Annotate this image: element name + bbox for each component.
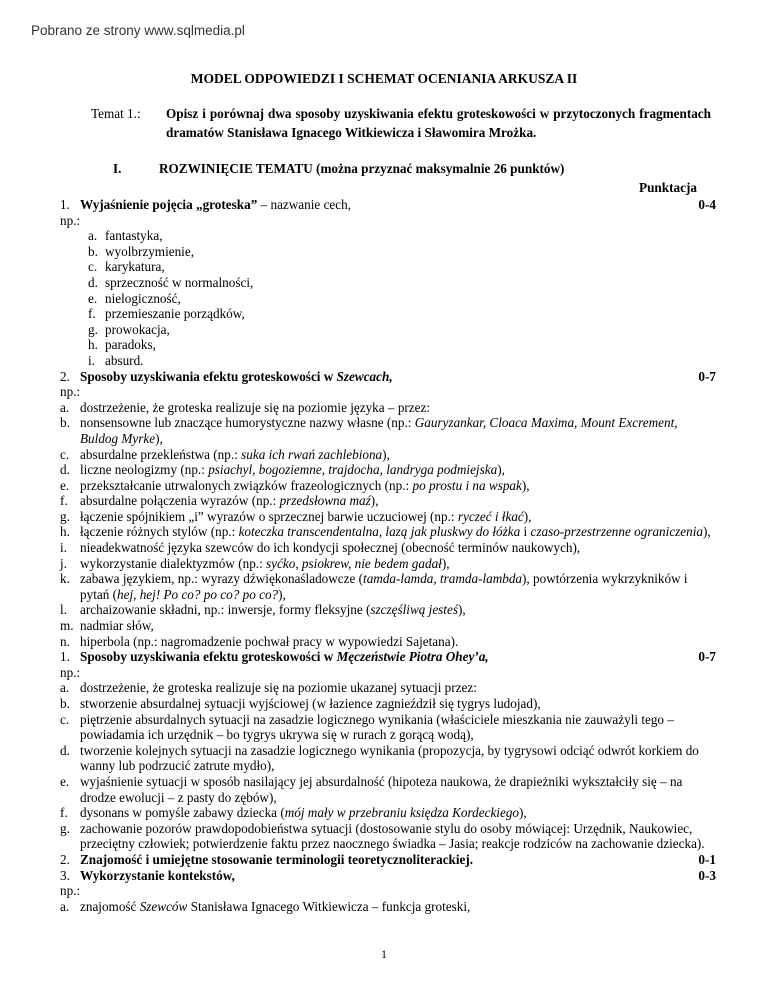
text-segment: hiperbola (np.: nagromadzenie pochwał pracy w wypowiedzi Sajetana).	[80, 633, 459, 649]
list-marker: f.	[60, 805, 68, 821]
question-title: Znajomość i umiejętne stosowanie terminologii teoretycznoliterackiej.	[80, 851, 474, 867]
question-1	[60, 197, 716, 213]
text-segment: wykorzystanie dialektyzmów (np.:	[80, 555, 267, 571]
text-segment: wyjaśnienie sytuacji w sposób nasilający jej absurdalność (hipoteza naukowa, że drapieżniki wykształciły się – na drodze ewolucji – z pasty do zębów),	[80, 773, 683, 805]
list-marker: g.	[60, 820, 70, 836]
list-marker: a.	[60, 898, 70, 914]
text-segment: nadmiar słów,	[80, 618, 154, 634]
list-text	[80, 400, 716, 416]
np-label: np.:	[60, 212, 81, 228]
list-item	[60, 571, 716, 602]
list-text: sprzeczność w normalności,	[105, 274, 254, 290]
list-marker: b.	[88, 243, 98, 259]
text-italic: Szewców	[139, 898, 188, 914]
page-number: 1	[381, 947, 387, 961]
text-segment: ),	[278, 586, 286, 602]
text-segment: ),	[155, 430, 163, 446]
text-italic: psiachyl, bogoziemne, trajdocha, landryga podmiejska	[208, 462, 498, 478]
text-segment: Stanisława Ignacego Witkiewicza – funkcja groteski,	[187, 898, 471, 914]
list-text	[80, 478, 716, 494]
list-item	[60, 774, 716, 805]
list-item	[60, 524, 716, 540]
text-italic: syćko, psiokrew, nie bedem gadał	[266, 555, 442, 571]
text-italic: czaso-przestrzenne ograniczenia	[530, 524, 704, 540]
list-item	[60, 322, 716, 338]
list-text: paradoks,	[105, 337, 156, 353]
list-marker: j.	[60, 555, 67, 571]
text-segment: liczne neologizmy (np.:	[80, 462, 209, 478]
text-segment: dostrzeżenie, że groteska realizuje się na poziomie ukazanej sytuacji przez:	[80, 680, 477, 696]
list-marker: g.	[60, 508, 70, 524]
list-marker: i.	[60, 540, 67, 556]
list-text	[80, 743, 716, 774]
list-marker: i.	[88, 352, 95, 368]
list-text	[80, 556, 716, 572]
list-item	[60, 696, 716, 712]
q3-list	[60, 680, 716, 852]
text-segment: łączenie różnych stylów (np.:	[80, 524, 239, 540]
text-segment: ),	[519, 805, 527, 821]
text-italic: Gauryzankar, Cloaca Maxima, Mount Excrement, Buldog Myrke	[80, 415, 678, 446]
list-text	[80, 462, 716, 478]
question-title: Sposoby uzyskiwania efektu groteskowości w	[80, 649, 337, 665]
list-marker: a.	[60, 680, 70, 696]
text-segment: ),	[457, 602, 466, 618]
list-item	[60, 493, 716, 509]
text-segment: ), powtórzenia wykrzykników i pytań (	[80, 571, 688, 602]
list-text: prowokacja,	[105, 321, 170, 337]
list-text	[80, 493, 716, 509]
list-item	[60, 634, 716, 650]
np-label: np.:	[60, 384, 81, 400]
list-text	[80, 540, 716, 556]
punktacja-header: Punktacja	[639, 180, 697, 195]
list-item	[60, 618, 716, 634]
list-item	[60, 712, 716, 743]
text-segment: archaizowanie składni, np.: inwersje, formy fleksyjne (	[80, 602, 371, 618]
q1-list	[60, 228, 716, 368]
list-marker: e.	[60, 773, 70, 789]
list-marker: a.	[60, 399, 70, 415]
list-marker: f.	[88, 306, 96, 322]
list-text: absurd.	[105, 352, 144, 368]
list-item	[60, 400, 716, 416]
list-text	[80, 634, 716, 650]
text-segment: dysonans w pomyśle zabawy dziecka (	[80, 805, 285, 821]
list-text	[80, 415, 716, 446]
list-item	[60, 291, 716, 307]
list-text	[80, 821, 716, 852]
score: 0-7	[698, 368, 716, 384]
text-segment: ),	[441, 555, 450, 571]
list-marker: e.	[88, 290, 98, 306]
topic-label: Temat 1.:	[91, 106, 141, 121]
list-text: fantastyka,	[105, 228, 163, 244]
topic-text: Opisz i porównaj dwa sposoby uzyskiwania efektu groteskowości w przytoczonych fragmentach dramatów Stanisława Ignacego Witkiewicza i Sławomira Mrożka.	[166, 106, 711, 140]
list-marker: l.	[60, 602, 67, 618]
text-segment: przekształcanie utrwalonych związków frazeologicznych (np.:	[80, 477, 413, 493]
text-segment: ),	[521, 477, 530, 493]
list-text	[80, 774, 716, 805]
section-number: I.	[113, 161, 122, 176]
list-marker: h.	[60, 524, 70, 540]
list-text	[80, 509, 716, 525]
question-number: 2.	[60, 368, 70, 384]
list-item	[60, 680, 716, 696]
text-italic: hej, hej! Po co? po co? po co?	[117, 586, 279, 602]
list-item	[60, 228, 716, 244]
list-marker: d.	[88, 274, 98, 290]
list-item	[60, 415, 716, 446]
list-text: karykatura,	[105, 259, 165, 275]
question-5	[60, 868, 716, 884]
question-number: 1.	[60, 649, 70, 665]
question-number: 1.	[60, 197, 70, 212]
list-marker: c.	[60, 446, 70, 462]
list-text	[80, 712, 716, 743]
text-italic: po prostu i na wspak	[412, 477, 522, 493]
list-marker: f.	[60, 493, 68, 509]
question-title: Wykorzystanie kontekstów,	[80, 867, 235, 883]
list-text	[80, 602, 716, 618]
list-item	[60, 259, 716, 275]
list-item	[60, 306, 716, 322]
list-marker: g.	[88, 321, 98, 337]
list-item	[60, 275, 716, 291]
text-segment: ),	[370, 493, 379, 509]
q5-list	[60, 899, 716, 915]
list-item	[60, 462, 716, 478]
question-3	[60, 649, 716, 665]
text-segment: znajomość	[80, 898, 140, 914]
text-segment: nieadekwatność języka szewców do ich kondycji społecznej (obecność terminów naukowych),	[80, 540, 581, 556]
list-text	[80, 571, 716, 602]
text-italic: przedsłowna maź	[279, 493, 371, 509]
list-text: przemieszanie porządków,	[105, 306, 245, 322]
list-marker: d.	[60, 462, 70, 478]
text-segment: tworzenie kolejnych sytuacji na zasadzie logicznego wynikania (propozycja, by tygrysowi odciąć odwrót korkiem do wanny lub podrzucić zatrute mydło),	[80, 742, 699, 774]
list-item	[60, 337, 716, 353]
score: 0-7	[698, 649, 716, 665]
list-text	[80, 618, 716, 634]
text-segment: nonsensowne lub znaczące humorystyczne nazwy własne (np.:	[80, 415, 415, 431]
text-italic: suka ich rwań zachlebiona	[241, 446, 383, 462]
list-text: nielogiczność,	[105, 290, 181, 306]
list-marker: c.	[88, 259, 98, 275]
list-item	[60, 805, 716, 821]
list-item	[60, 899, 716, 915]
q2-list	[60, 400, 716, 650]
answer-model	[60, 197, 716, 914]
text-italic: mój mały w przebraniu księdza Kordeckiego	[284, 805, 520, 821]
text-segment: ),	[497, 462, 505, 478]
question-title: Sposoby uzyskiwania efektu groteskowości w	[80, 368, 337, 384]
list-marker: n.	[60, 633, 70, 649]
question-4	[60, 852, 716, 868]
list-text	[80, 524, 716, 540]
text-segment: i	[520, 524, 531, 540]
list-item	[60, 743, 716, 774]
list-item	[60, 447, 716, 463]
text-segment: ),	[703, 524, 711, 540]
np-label: np.:	[60, 883, 81, 899]
question-2	[60, 369, 716, 385]
question-title: Wyjaśnienie pojęcia „groteska”	[80, 197, 258, 212]
text-segment: zachowanie pozorów prawdopodobieństwa sytuacji (dostosowanie stylu do osoby mówiącej: Urzędnik, Naukowiec, przeciętny człowiek; potwierdzenie faktu przez naocznego świadka – Jasia; reakcje rodziców na zachowanie dziecka).	[80, 820, 705, 852]
text-segment: absurdalne przekleństwa (np.:	[80, 446, 242, 462]
list-marker: b.	[60, 696, 70, 711]
list-item	[60, 821, 716, 852]
list-marker: m.	[60, 618, 74, 634]
source-header: Pobrano ze strony www.sqlmedia.pl	[31, 23, 245, 38]
text-segment: ),	[382, 446, 390, 462]
text-italic: szczęśliwą jesteś	[370, 602, 458, 618]
score: 0-4	[698, 197, 716, 212]
list-marker: h.	[88, 337, 98, 353]
text-segment: absurdalne połączenia wyrazów (np.:	[80, 493, 280, 509]
list-text	[80, 899, 716, 915]
text-segment: dostrzeżenie, że groteska realizuje się na poziomie języka – przez:	[80, 399, 431, 415]
list-item	[60, 478, 716, 494]
list-marker: b.	[60, 415, 70, 431]
text-italic: ryczeć i łkać	[457, 508, 524, 524]
page-title: MODEL ODPOWIEDZI I SCHEMAT OCENIANIA ARKUSZA II	[190, 71, 578, 86]
text-segment: zabawa językiem, np.: wyrazy dźwiękonaśladowcze (	[80, 571, 364, 587]
score: 0-3	[698, 867, 716, 883]
text-segment: piętrzenie absurdalnych sytuacji na zasadzie logicznego wynikania (właściciele mieszkania nie zauważyli tego – powiadamia ich urzędnik – bo tygrys ukrywa się w rurach z gorącą wodą),	[80, 711, 674, 743]
question-title-italic: Szewcach,	[336, 368, 393, 384]
text-segment: stworzenie absurdalnej sytuacji wyjściowej (w łazience zagnieździł się tygrys ludojad),	[80, 696, 541, 711]
list-text: wyolbrzymienie,	[105, 243, 194, 259]
list-text	[80, 696, 716, 712]
list-item	[60, 602, 716, 618]
question-title-italic: Męczeństwie Piotra Ohey’a,	[336, 649, 489, 665]
list-item	[60, 244, 716, 260]
text-segment: łączenie spójnikiem „i” wyrazów o sprzecznej barwie uczuciowej (np.:	[80, 508, 458, 524]
question-title-rest: – nazwanie cech,	[257, 197, 352, 212]
topic	[91, 105, 711, 142]
list-text	[80, 447, 716, 463]
text-italic: tamda-lamda, tramda-lambda	[363, 571, 523, 587]
question-number: 2.	[60, 851, 70, 867]
list-text	[80, 680, 716, 696]
list-marker: d.	[60, 742, 70, 758]
text-italic: koteczka transcendentalna, lazą jak pluskwy do łóżka	[238, 524, 521, 540]
np-label: np.:	[60, 664, 81, 680]
list-item	[60, 353, 716, 369]
list-marker: a.	[88, 228, 98, 244]
list-marker: e.	[60, 477, 70, 493]
list-marker: k.	[60, 571, 70, 587]
list-item	[60, 540, 716, 556]
list-item	[60, 556, 716, 572]
text-segment: ),	[523, 508, 532, 524]
score: 0-1	[698, 851, 716, 867]
section-title: ROZWINIĘCIE TEMATU (można przyznać maksymalnie 26 punktów)	[159, 161, 565, 176]
list-text	[80, 805, 716, 821]
list-marker: c.	[60, 711, 70, 727]
question-number: 3.	[60, 867, 70, 883]
list-item	[60, 509, 716, 525]
